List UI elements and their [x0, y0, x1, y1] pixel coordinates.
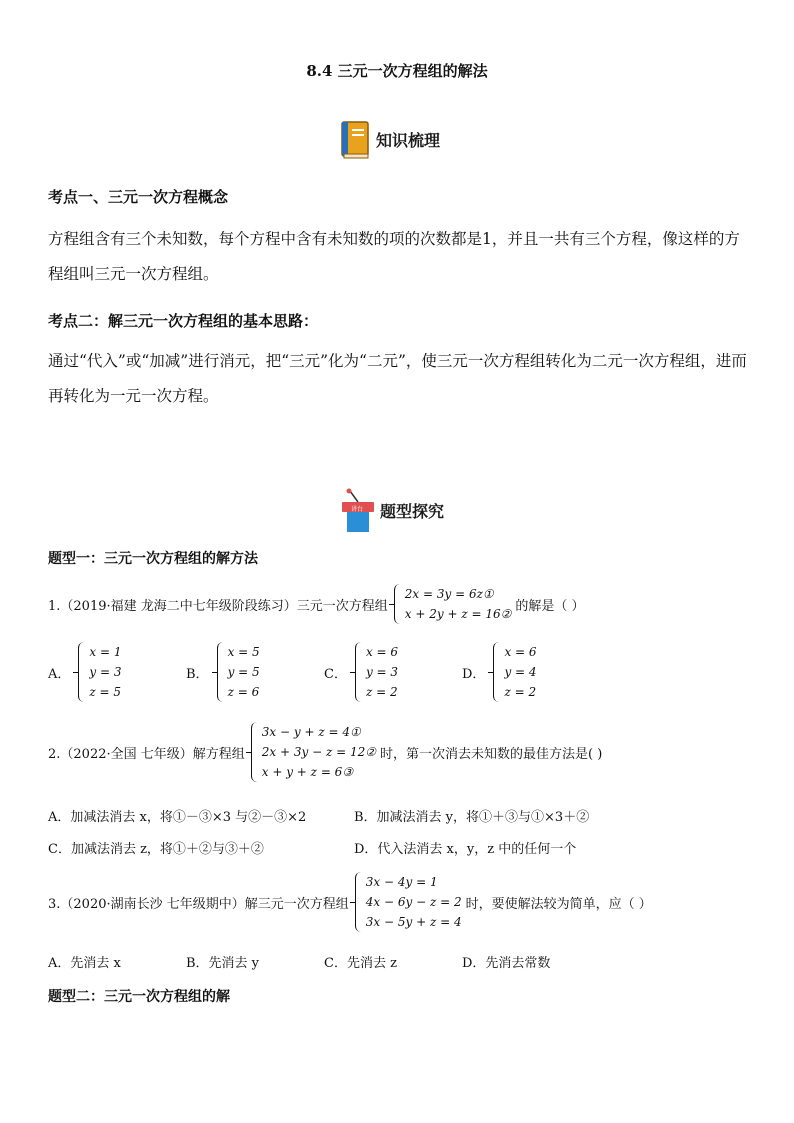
q3-options: [48, 952, 600, 971]
q3-option-d[interactable]: D．先消去常数: [462, 956, 551, 971]
knowledge-badge: [340, 120, 440, 160]
knowledge-badge-label: 知识梳理: [376, 131, 441, 150]
type1-heading: 题型一：三元一次方程组的解方法: [48, 551, 258, 567]
q1-options: [48, 642, 600, 702]
q1-option-d[interactable]: D． x = 6 y = 4 z = 2: [462, 642, 600, 702]
q1-option-a[interactable]: A． x = 1 y = 3 z = 5: [48, 642, 186, 702]
type2-heading: 题型二：三元一次方程组的解: [48, 989, 230, 1005]
q2-system: 3x − y + z = 4① 2x + 3y − z = 12② x + y + z = 6③: [251, 722, 376, 782]
q3-option-c[interactable]: C．先消去 z: [324, 956, 397, 971]
section-k2-heading: 考点二：解三元一次方程组的基本思路：: [48, 312, 319, 330]
q1-prefix: 1.（2019·福建 龙海二中七年级阶段练习）三元一次方程组: [48, 598, 388, 614]
q3-option-b[interactable]: B．先消去 y: [186, 956, 260, 971]
q2-option-b[interactable]: B．加减法消去 y，将①＋③与①×3＋②: [354, 810, 590, 825]
brace: [355, 872, 363, 932]
section-k1-body: 方程组含有三个未知数，每个方程中含有未知数的项的次数都是1，并且一共有三个方程，像这样的方程组叫三元一次方程组。: [48, 230, 740, 283]
q3-system: 3x − 4y = 1 4x − 6y − z = 2 3x − 5y + z = 4: [355, 872, 462, 932]
lectern-label: 讲台: [351, 506, 364, 513]
explore-badge: [340, 488, 444, 534]
question-2: [48, 722, 602, 782]
section-k1-heading: 考点一、三元一次方程概念: [48, 188, 229, 206]
q1-option-b[interactable]: B． x = 5 y = 5 z = 6: [186, 642, 324, 702]
explore-badge-label: 题型探究: [380, 502, 445, 521]
q2-option-c[interactable]: C．加减法消去 z，将①＋②与③＋②: [48, 842, 264, 857]
page-title: 8.4 三元一次方程组的解法: [306, 62, 488, 80]
brace: [394, 584, 402, 624]
question-3: [48, 872, 652, 932]
q2-option-d[interactable]: D．代入法消去 x，y，z 中的任何一个: [354, 842, 577, 857]
q2-suffix: 时，第一次消去未知数的最佳方法是( ): [379, 746, 603, 762]
q2-prefix: 2.（2022·全国 七年级）解方程组: [48, 746, 245, 762]
q1-eq-2: x + 2y + z = 16②: [404, 607, 512, 621]
q1-eq-1: 2x = 3y = 6z①: [404, 587, 494, 601]
q1-option-c[interactable]: C． x = 6 y = 3 z = 2: [324, 642, 462, 702]
section-k2-body: 通过“代入”或“加减”进行消元，把“三元”化为“二元”，使三元一次方程组转化为二元一次方程组，进而再转化为一元一次方程。: [48, 352, 747, 405]
q2-option-a[interactable]: A．加减法消去 x，将①－③×3 与②－③×2: [48, 810, 307, 825]
brace: [251, 722, 259, 782]
book-icon: [340, 120, 372, 160]
q3-suffix: 时，要使解法较为简单，应（ ）: [465, 896, 652, 912]
q1-suffix: 的解是（ ）: [515, 598, 585, 614]
q1-system: [394, 584, 512, 624]
q3-option-a[interactable]: A．先消去 x: [48, 956, 121, 971]
q3-prefix: 3.（2020·湖南长沙 七年级期中）解三元一次方程组: [48, 896, 349, 912]
question-1: [48, 584, 585, 624]
